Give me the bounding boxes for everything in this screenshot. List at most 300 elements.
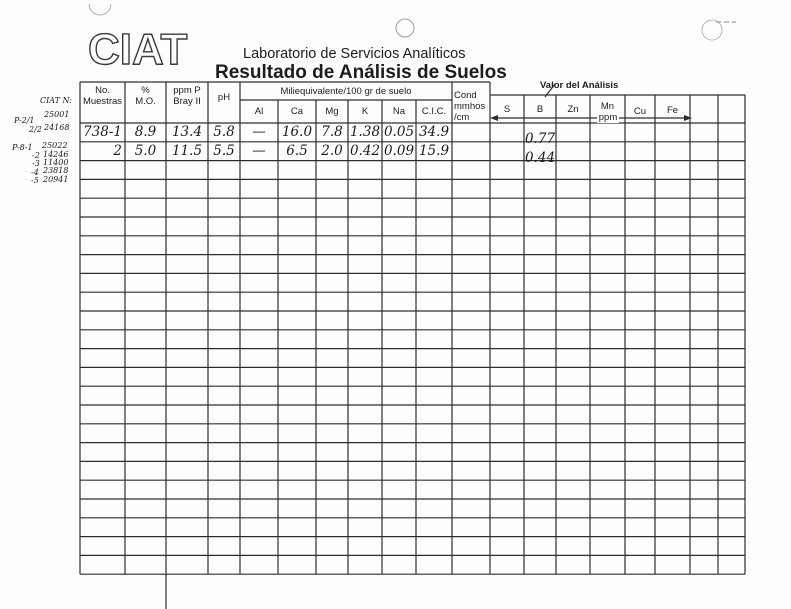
cell-mo [125, 273, 166, 292]
cell-mn [590, 292, 625, 311]
cell-extra2 [718, 123, 745, 142]
cell-mo [125, 480, 166, 499]
header-k-label: K [361, 105, 369, 117]
cell-extra2 [718, 555, 745, 574]
cell-ca [278, 518, 316, 537]
ciat-number-label: CIAT N: [40, 96, 72, 105]
cell-extra2 [718, 349, 745, 368]
cell-mn [590, 518, 625, 537]
cell-mn [590, 367, 625, 386]
cell-k [348, 179, 382, 198]
cell-na [382, 255, 416, 274]
cell-al: — [252, 124, 266, 141]
cell-muestra: 2 [113, 143, 122, 160]
cell-extra1 [690, 273, 718, 292]
cell-zn [556, 367, 590, 386]
cell-al [240, 255, 278, 274]
cell-p [166, 292, 208, 311]
cell-al [240, 499, 278, 518]
cell-cu [625, 386, 655, 405]
cell-b [524, 412, 556, 431]
cell-al [240, 273, 278, 292]
cell-k [348, 273, 382, 292]
cell-mg [316, 179, 348, 198]
cell-s [490, 461, 524, 480]
cell-mn [590, 123, 625, 142]
cell-cu [625, 292, 655, 311]
cell-ca [278, 367, 316, 386]
cell-fe [655, 367, 690, 386]
cell-ca [278, 480, 316, 499]
cell-na [382, 161, 416, 180]
cell-p [166, 555, 208, 574]
cell-ph [208, 198, 240, 217]
cell-cond [452, 292, 490, 311]
cell-ph [208, 330, 240, 349]
cell-extra1 [690, 217, 718, 236]
cell-al [240, 537, 278, 556]
cell-na [382, 499, 416, 518]
cell-k: 1.38 [349, 124, 381, 141]
cell-cond [452, 480, 490, 499]
cell-cu [625, 349, 655, 368]
header-muestra-label: Muestras [82, 96, 123, 107]
cell-cic [416, 236, 452, 255]
header-ph-label: pH [217, 91, 231, 103]
cell-b [524, 205, 556, 224]
cell-cic: 34.9 [418, 124, 450, 141]
cell-ca: 16.0 [281, 124, 313, 141]
cell-extra1 [690, 386, 718, 405]
cell-mn [590, 179, 625, 198]
cell-cond [452, 198, 490, 217]
cell-cic [416, 273, 452, 292]
cell-muestra [80, 461, 125, 480]
cell-b [524, 356, 556, 375]
cell-extra1 [690, 405, 718, 424]
cell-al [240, 443, 278, 462]
cell-extra1 [690, 499, 718, 518]
cell-ca [278, 555, 316, 574]
cell-ca [278, 443, 316, 462]
cell-extra1 [690, 142, 718, 161]
cell-k [348, 518, 382, 537]
cell-ca [278, 179, 316, 198]
cell-fe [655, 161, 690, 180]
cell-b [524, 186, 556, 205]
cell-fe [655, 499, 690, 518]
cell-extra1 [690, 443, 718, 462]
cell-cu [625, 499, 655, 518]
cell-s [490, 405, 524, 424]
cell-mg: 2.0 [321, 143, 343, 160]
cell-cic [416, 424, 452, 443]
cell-ph [208, 461, 240, 480]
cell-p [166, 461, 208, 480]
cell-cic [416, 349, 452, 368]
cell-muestra [80, 537, 125, 556]
cell-fe [655, 480, 690, 499]
cell-k [348, 443, 382, 462]
cell-na [382, 236, 416, 255]
cell-ca [278, 499, 316, 518]
cell-k [348, 292, 382, 311]
cell-mg [316, 480, 348, 499]
lab-number: 25022 [42, 141, 68, 150]
cell-fe [655, 424, 690, 443]
cell-mo [125, 292, 166, 311]
cell-cic [416, 330, 452, 349]
cell-cu [625, 255, 655, 274]
cell-b [524, 431, 556, 450]
cell-mo [125, 198, 166, 217]
cell-p: 13.4 [171, 124, 203, 141]
cell-cu [625, 198, 655, 217]
cell-b [524, 299, 556, 318]
cell-mo [125, 443, 166, 462]
cell-cic [416, 255, 452, 274]
cell-b [524, 224, 556, 243]
cell-fe [655, 255, 690, 274]
cell-mn [590, 330, 625, 349]
cell-zn [556, 255, 590, 274]
lab-name: Laboratorio de Servicios Analíticos [243, 46, 466, 62]
cell-k [348, 405, 382, 424]
cell-muestra [80, 386, 125, 405]
cell-mo [125, 386, 166, 405]
cell-s [490, 537, 524, 556]
cell-p: 11.5 [171, 143, 203, 160]
cell-mn [590, 255, 625, 274]
cell-mn [590, 386, 625, 405]
cell-cu [625, 217, 655, 236]
cell-fe [655, 537, 690, 556]
cell-cond [452, 537, 490, 556]
cell-muestra [80, 443, 125, 462]
cell-cond [452, 386, 490, 405]
cell-mg [316, 405, 348, 424]
cell-ca [278, 311, 316, 330]
cell-mg [316, 349, 348, 368]
cell-b [524, 337, 556, 356]
cell-b [524, 544, 556, 563]
cell-mg [316, 198, 348, 217]
cell-extra2 [718, 518, 745, 537]
cell-al [240, 217, 278, 236]
cell-mn [590, 198, 625, 217]
cell-mg [316, 217, 348, 236]
cell-extra1 [690, 330, 718, 349]
cell-mn [590, 480, 625, 499]
cell-na [382, 537, 416, 556]
cell-cond [452, 311, 490, 330]
cell-muestra [80, 499, 125, 518]
cell-zn [556, 537, 590, 556]
cell-extra2 [718, 367, 745, 386]
cell-mn [590, 424, 625, 443]
cell-ph: 5.5 [213, 143, 235, 160]
cell-cond [452, 555, 490, 574]
cell-na [382, 330, 416, 349]
sample-code: -2 [32, 151, 40, 160]
cell-cu [625, 142, 655, 161]
cell-al [240, 179, 278, 198]
cell-fe [655, 555, 690, 574]
cell-ca [278, 198, 316, 217]
cell-extra1 [690, 161, 718, 180]
cell-cu [625, 179, 655, 198]
cell-cond [452, 217, 490, 236]
cell-b [524, 525, 556, 544]
header-ca-label: Ca [290, 105, 304, 117]
cell-al [240, 311, 278, 330]
cell-ca [278, 292, 316, 311]
cell-mo [125, 330, 166, 349]
cell-cic [416, 555, 452, 574]
sample-code: -5 [31, 176, 39, 185]
cell-p [166, 443, 208, 462]
cell-cu [625, 311, 655, 330]
cell-cond [452, 330, 490, 349]
cell-extra2 [718, 179, 745, 198]
cell-k [348, 311, 382, 330]
cell-mn [590, 537, 625, 556]
cell-mn [590, 161, 625, 180]
cell-b [524, 318, 556, 337]
cell-cu [625, 555, 655, 574]
cell-zn [556, 443, 590, 462]
cell-s [490, 424, 524, 443]
cell-na [382, 461, 416, 480]
cell-mn [590, 555, 625, 574]
cell-p [166, 311, 208, 330]
cell-al: — [252, 143, 266, 160]
cell-s [490, 236, 524, 255]
cell-s [490, 480, 524, 499]
cell-mg [316, 330, 348, 349]
cell-muestra [80, 292, 125, 311]
cell-extra1 [690, 198, 718, 217]
cell-extra1 [690, 123, 718, 142]
cell-ph [208, 424, 240, 443]
header-cond-label: /cm [454, 111, 470, 123]
cell-k [348, 480, 382, 499]
cell-zn [556, 161, 590, 180]
cell-cond [452, 405, 490, 424]
lab-number: 20941 [43, 175, 69, 184]
cell-ph [208, 555, 240, 574]
cell-al [240, 461, 278, 480]
cell-muestra [80, 405, 125, 424]
cell-zn [556, 142, 590, 161]
cell-cond [452, 123, 490, 142]
cell-ph: 5.8 [213, 124, 235, 141]
cell-ca [278, 330, 316, 349]
cell-fe [655, 330, 690, 349]
cell-fe [655, 273, 690, 292]
cell-s [490, 217, 524, 236]
cell-ca [278, 349, 316, 368]
cell-cic [416, 311, 452, 330]
cell-na: 0.05 [383, 124, 415, 141]
cell-cic [416, 480, 452, 499]
header-mo-label: M.O. [135, 96, 156, 107]
cell-cu [625, 480, 655, 499]
header-cu-label: Cu [633, 105, 647, 117]
cell-cond [452, 499, 490, 518]
cell-mo: 8.9 [134, 124, 157, 141]
cell-al [240, 292, 278, 311]
cell-muestra [80, 255, 125, 274]
cell-cu [625, 443, 655, 462]
cell-zn [556, 292, 590, 311]
cell-cic: 15.9 [418, 143, 450, 160]
cell-extra1 [690, 311, 718, 330]
cell-p [166, 273, 208, 292]
cell-fe [655, 179, 690, 198]
cell-extra1 [690, 292, 718, 311]
cell-na [382, 405, 416, 424]
cell-b [524, 243, 556, 262]
cell-k [348, 367, 382, 386]
cell-muestra [80, 349, 125, 368]
cell-s [490, 161, 524, 180]
cell-s [490, 123, 524, 142]
cell-extra1 [690, 367, 718, 386]
cell-k [348, 198, 382, 217]
cell-ca [278, 217, 316, 236]
cell-zn [556, 236, 590, 255]
cell-p [166, 518, 208, 537]
cell-zn [556, 461, 590, 480]
cell-s [490, 555, 524, 574]
cell-fe [655, 217, 690, 236]
cell-s [490, 311, 524, 330]
header-muestra-label: No. [95, 85, 110, 96]
header-cond-label: mmhos [454, 100, 486, 112]
cell-b [524, 506, 556, 525]
cell-na [382, 311, 416, 330]
cell-extra1 [690, 424, 718, 443]
cell-k [348, 161, 382, 180]
sample-code: 2/2 [29, 125, 42, 134]
cell-cic [416, 367, 452, 386]
cell-cond [452, 461, 490, 480]
cell-k [348, 349, 382, 368]
cell-muestra [80, 518, 125, 537]
cell-extra2 [718, 499, 745, 518]
cell-p [166, 217, 208, 236]
cell-zn [556, 386, 590, 405]
cell-mo: 5.0 [134, 143, 157, 160]
cell-mg [316, 555, 348, 574]
cell-ph [208, 273, 240, 292]
cell-mg [316, 236, 348, 255]
cell-extra1 [690, 480, 718, 499]
cell-extra2 [718, 161, 745, 180]
cell-ph [208, 386, 240, 405]
cell-p [166, 537, 208, 556]
cell-fe [655, 518, 690, 537]
cell-na [382, 179, 416, 198]
cell-fe [655, 461, 690, 480]
cell-cond [452, 367, 490, 386]
cell-na [382, 480, 416, 499]
cell-ph [208, 367, 240, 386]
cell-al [240, 349, 278, 368]
cell-cond [452, 142, 490, 161]
cell-ca [278, 424, 316, 443]
cell-p [166, 367, 208, 386]
cell-ph [208, 179, 240, 198]
cell-p [166, 198, 208, 217]
cell-fe [655, 349, 690, 368]
cell-extra2 [718, 198, 745, 217]
ppm-unit-label: ppm [598, 112, 618, 123]
cell-na [382, 386, 416, 405]
cell-mo [125, 349, 166, 368]
cell-s [490, 499, 524, 518]
cell-mo [125, 161, 166, 180]
cell-muestra [80, 273, 125, 292]
header-cond-label: Cond [454, 89, 477, 101]
cell-b [524, 450, 556, 469]
cell-mn [590, 236, 625, 255]
cell-mo [125, 424, 166, 443]
cell-cu [625, 424, 655, 443]
cell-cic [416, 217, 452, 236]
cell-cu [625, 123, 655, 142]
cell-ca [278, 461, 316, 480]
cell-muestra: 738-1 [83, 124, 122, 141]
cell-p [166, 424, 208, 443]
cell-b [524, 168, 556, 187]
cell-al [240, 330, 278, 349]
cell-extra1 [690, 349, 718, 368]
cell-cond [452, 424, 490, 443]
cell-ph [208, 349, 240, 368]
cell-ca [278, 537, 316, 556]
cell-na [382, 555, 416, 574]
cell-muestra [80, 198, 125, 217]
cell-b [524, 393, 556, 412]
cell-mg [316, 292, 348, 311]
sample-code: -3 [32, 159, 40, 168]
cell-mn [590, 499, 625, 518]
cell-b [524, 468, 556, 487]
cell-b [524, 262, 556, 281]
cell-mg [316, 367, 348, 386]
cell-zn [556, 179, 590, 198]
cell-ph [208, 537, 240, 556]
cell-b [524, 562, 556, 581]
cell-cic [416, 518, 452, 537]
cell-mg [316, 518, 348, 537]
cell-p [166, 386, 208, 405]
cell-extra2 [718, 255, 745, 274]
cell-al [240, 518, 278, 537]
cell-na [382, 198, 416, 217]
cell-k [348, 255, 382, 274]
header-p-label: ppm P [173, 85, 201, 96]
cell-muestra [80, 179, 125, 198]
cell-cond [452, 273, 490, 292]
cell-k [348, 424, 382, 443]
cell-zn [556, 555, 590, 574]
cell-muestra [80, 367, 125, 386]
cell-s [490, 179, 524, 198]
cell-mg [316, 273, 348, 292]
